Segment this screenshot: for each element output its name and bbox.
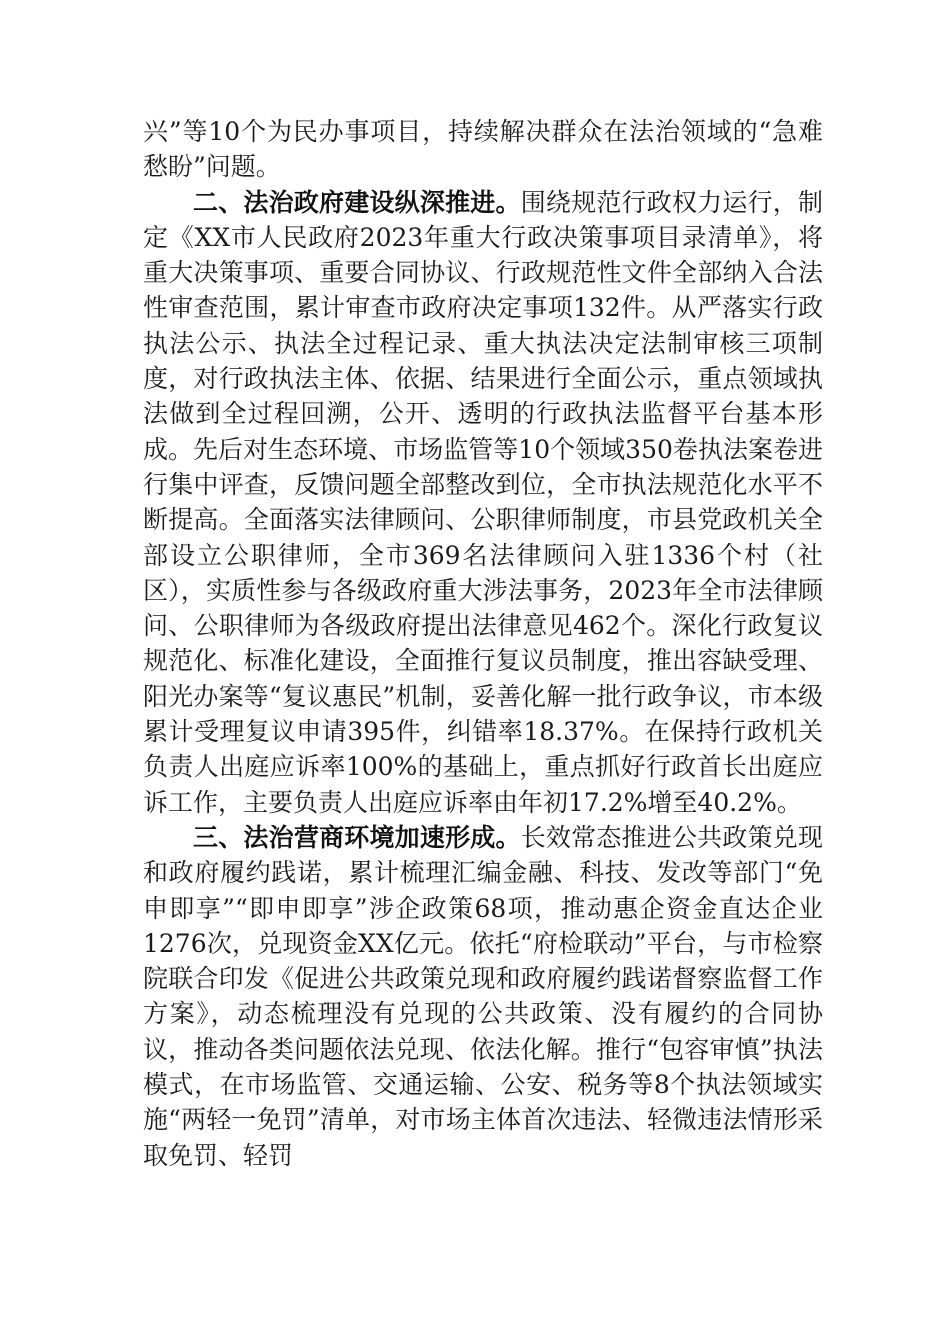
document-body — [143, 114, 823, 1173]
paragraph-continued: 兴”等10个为民办事项目，持续解决群众在法治领域的“急难愁盼”问题。 — [143, 117, 823, 182]
section-3-heading: 三、法治营商环境加速形成。 — [193, 822, 521, 852]
section-3-paragraph — [143, 820, 823, 1173]
section-2-heading: 二、法治政府建设纵深推进。 — [193, 187, 521, 217]
section-3-body: 长效常态推进公共政策兑现和政府履约践诺，累计梳理汇编金融、科技、发改等部门“免申即享”“即申即享”涉企政策68项，推动惠企资金直达企业1276次，兑现资金XX亿元。依托“府检联动”平台，与市检察院联合印发《促进公共政策兑现和政府履约践诺督察监督工作方案》，动态梳理没有兑现的公共政策、没有履约的合同协议，推动各类问题依法兑现、依法化解。推行“包容审慎”执法模式，在市场监管、交通运输、公安、税务等8个执法领域实施“两轻一免罚”清单，对市场主体首次违法、轻微违法情形采取免罚、轻罚 — [143, 822, 823, 1170]
section-2-body: 围绕规范行政权力运行，制定《XX市人民政府2023年重大行政决策事项目录清单》，将重大决策事项、重要合同协议、行政规范性文件全部纳入合法性审查范围，累计审查市政府决定事项132件。从严落实行政执法公示、执法全过程记录、重大执法决定法制审核三项制度，对行政执法主体、依据、结果进行全面公示，重点领域执法做到全过程回溯，公开、透明的行政执法监督平台基本形成。先后对生态环境、市场监管等10个领域350卷执法案卷进行集中评查，反馈问题全部整改到位，全市执法规范化水平不断提高。全面落实法律顾问、公职律师制度，市县党政机关全部设立公职律师，全市369名法律顾问入驻1336个村（社区），实质性参与各级政府重大涉法事务，2023年全市法律顾问、公职律师为各级政府提出法律意见462个。深化行政复议规范化、标准化建设，全面推行复议员制度，推出容缺受理、阳光办案等“复议惠民”机制，妥善化解一批行政争议，市本级累计受理复议申请395件，纠错率18.37%。在保持行政机关负责人出庭应诉率100%的基础上，重点抓好行政首长出庭应诉工作，主要负责人出庭应诉率由年初17.2%增至40.2%。 — [143, 187, 823, 817]
section-2-paragraph — [143, 185, 823, 820]
